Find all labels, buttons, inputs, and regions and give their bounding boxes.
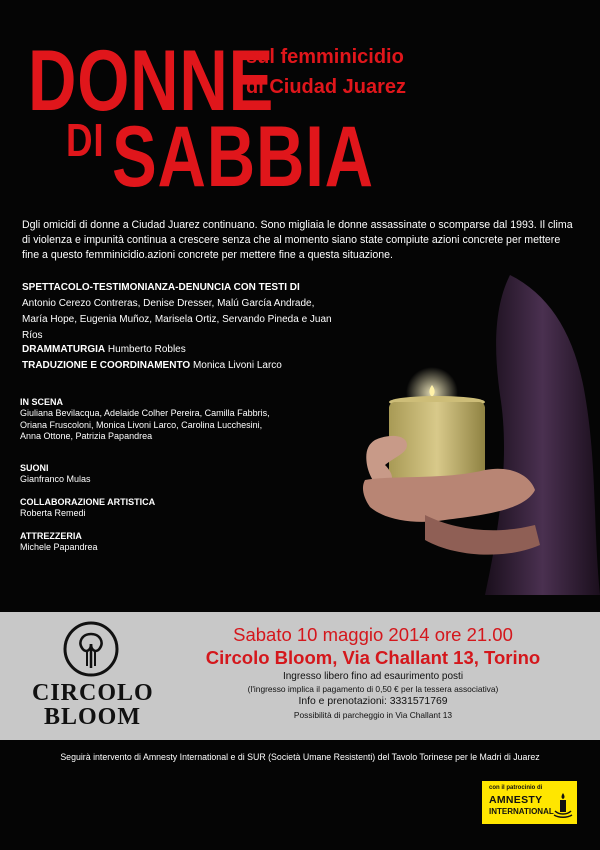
sound-heading: SUONI <box>20 463 49 473</box>
subtitle-line2: di Ciudad Juarez <box>246 76 407 98</box>
props-heading: ATTREZZERIA <box>20 531 82 541</box>
amnesty-patronage: con il patrocinio di <box>489 785 543 791</box>
circolo-bloom-logo-icon <box>62 620 120 678</box>
amnesty-badge <box>482 781 577 824</box>
credits-translation: TRADUZIONE E COORDINAMENTO Monica Livoni Larco <box>22 360 282 371</box>
logo-text-bloom: BLOOM <box>44 704 142 730</box>
amnesty-line1: AMNESTY <box>489 794 543 806</box>
event-parking: Possibilità di parcheggio in Via Challant 13 <box>293 710 453 720</box>
footer-note: Seguirà intervento di Amnesty International e di SUR (Società Umane Resistenti) del Tavolo Torinese per le Madri di Juarez <box>60 752 540 762</box>
title-donne: DONNE <box>28 33 275 129</box>
event-entry: Ingresso libero fino ad esaurimento posti <box>282 671 464 682</box>
props-text: Michele Papandrea <box>20 542 98 552</box>
event-date: Sabato 10 maggio 2014 ore 21.00 <box>233 624 513 645</box>
collab-heading: COLLABORAZIONE ARTISTICA <box>20 497 156 507</box>
logo-text-circolo: CIRCOLO <box>32 680 154 706</box>
collab-text: Roberta Remedi <box>20 508 86 518</box>
event-entry-note: (l'ingresso implica il pagamento di 0,50 € per la tessera associativa) <box>247 684 499 694</box>
event-info: Info e prenotazioni: 3331571769 <box>298 696 448 707</box>
sound-text: Gianfranco Mulas <box>20 474 91 484</box>
event-place: Circolo Bloom, Via Challant 13, Torino <box>205 647 541 668</box>
credits-heading: SPETTACOLO-TESTIMONIANZA-DENUNCIA CON TESTI DI <box>22 282 300 293</box>
title-sabbia: SABBIA <box>112 109 374 205</box>
amnesty-line2: INTERNATIONAL <box>489 807 554 816</box>
subtitle-line1: sul femminicidio <box>246 46 404 68</box>
credits-dramaturgy: DRAMMATURGIA Humberto Robles <box>22 344 186 355</box>
candle-hands-illustration <box>335 275 600 595</box>
amnesty-candle-icon <box>553 791 573 819</box>
intro-paragraph: Dgli omicidi di donne a Ciudad Juarez continuano. Sono migliaia le donne assassinate o scomparse dal 1993. Il clima di violenza e impunità continua a crescere senza che al momento siano state compiute azioni concrete per mettere fine a questo femminicidio.azioni concrete per mettere fine a questa situazione. <box>22 219 573 261</box>
cast-heading: IN SCENA <box>20 397 64 407</box>
credits-authors: Antonio Cerezo Contreras, Denise Dresser, Malú García Andrade, María Hope, Eugenia Muñoz, Marisela Ortiz, Servando Pineda e Juan Ríos <box>22 298 332 341</box>
cast-text: Giuliana Bevilacqua, Adelaide Colher Pereira, Camilla Fabbris, Oriana Fruscoloni, Monica Livoni Larco, Carolina Lucchesini, Anna Ottone, Patrizia Papandrea <box>20 408 270 441</box>
title-di: DI <box>66 114 105 166</box>
